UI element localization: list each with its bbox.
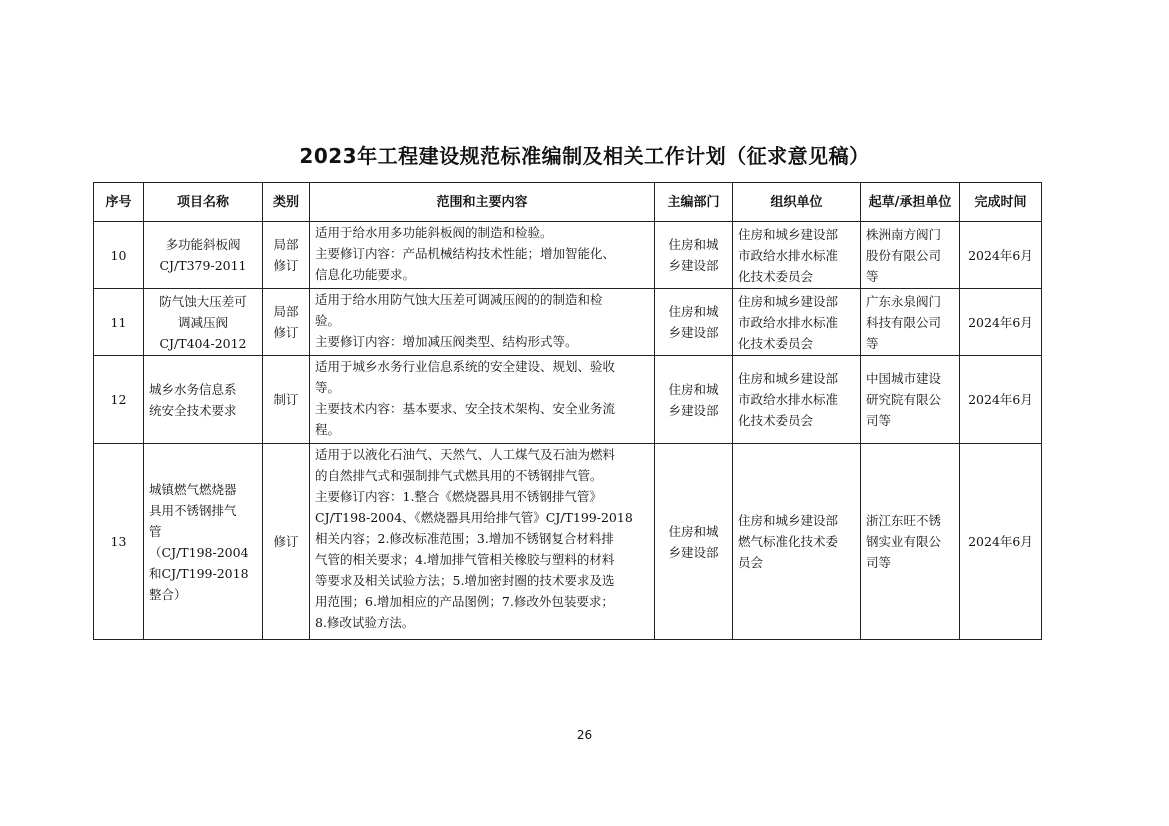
project-type-line: 制订 [273,392,299,407]
org-line: 住房和城乡建设部 [738,371,839,386]
project-type-line: 修订 [273,534,299,549]
column-header-time: 完成时间 [960,183,1042,222]
column-header-type: 类别 [263,183,310,222]
project-type-line: 修订 [273,258,299,273]
work-plan-table [93,182,1042,640]
project-name-line: 调减压阀 [177,314,228,330]
scope-line: 适用于给水用多功能斜板阀的制造和检验。 [315,225,553,240]
scope-line: 适用于给水用防气蚀大压差可调减压阀的的制造和检 [315,292,603,307]
column-header-name: 项目名称 [144,183,263,222]
scope-line: 主要修订内容：增加减压阀类型、结构形式等。 [315,334,578,349]
org-line: 市政给水排水标准 [738,247,839,263]
drafter-line: 科技有限公司 [866,314,942,330]
project-type [263,222,310,289]
project-type-line: 局部 [273,237,299,252]
drafting-unit [861,444,960,640]
project-type [263,356,310,444]
organizing-unit [733,222,861,289]
org-line: 住房和城乡建设部 [738,226,839,242]
dept-line: 住房和城 [668,381,719,397]
scope-line: 等。 [315,380,341,395]
drafting-unit [861,289,960,356]
drafter-line: 股份有限公司 [866,247,942,263]
drafter-line: 中国城市建设 [866,371,942,386]
project-name-line: 城镇燃气燃烧器 [149,481,237,497]
document-title: 2023年工程建设规范标准编制及相关工作计划（征求意见稿） [299,144,870,168]
column-header-drafter: 起草/承担单位 [861,183,960,222]
dept-line: 乡建设部 [668,402,719,418]
column-header-dept: 主编部门 [655,183,733,222]
editing-department [655,444,733,640]
organizing-unit [733,289,861,356]
drafter-line: 司等 [866,555,892,570]
project-name-line: CJ/T379-2011 [159,258,247,273]
scope-line: 适用于以液化石油气、天然气、人工煤气及石油为燃料 [315,447,616,462]
org-line: 化技术委员会 [738,335,814,351]
row-number: 12 [94,356,144,444]
completion-time: 2024年6月 [960,444,1042,640]
dept-line: 乡建设部 [668,544,719,560]
dept-line: 住房和城 [668,237,719,252]
organizing-unit [733,444,861,640]
org-line: 化技术委员会 [738,413,814,428]
scope-content [310,289,655,356]
dept-line: 住房和城 [668,523,719,539]
scope-line: 主要修订内容：产品机械结构技术性能；增加智能化、 [315,246,616,261]
drafting-unit [861,222,960,289]
scope-line: 8.修改试验方法。 [315,615,415,630]
scope-line: 相关内容；2.修改标准范围；3.增加不锈钢复合材料排 [315,531,614,546]
table-row [94,444,1042,640]
column-header-org: 组织单位 [733,183,861,222]
project-name-line: 城乡水务信息系 [149,381,237,397]
column-header-no: 序号 [94,183,144,222]
completion-time: 2024年6月 [960,222,1042,289]
project-name-line: 防气蚀大压差可 [159,293,247,309]
scope-line: 主要修订内容：1.整合《燃烧器具用不锈钢排气管》 [315,489,602,504]
scope-line: 等要求及相关试验方法；5.增加密封圈的技术要求及选 [315,573,615,588]
scope-line: 程。 [315,422,341,437]
scope-line: 气管的相关要求；4.增加排气管相关橡胶与塑料的材料 [315,552,615,567]
org-line: 市政给水排水标准 [738,314,839,330]
org-line: 化技术委员会 [738,268,814,284]
dept-line: 住房和城 [668,304,719,319]
table-row [94,356,1042,444]
drafter-line: 钢实业有限公 [866,534,942,549]
dept-line: 乡建设部 [668,325,719,340]
project-name-line: 管 [149,523,162,539]
table-row [94,222,1042,289]
page-number: 26 [576,728,593,742]
org-line: 住房和城乡建设部 [738,293,839,309]
scope-line: 适用于城乡水务行业信息系统的安全建设、规划、验收 [315,359,616,374]
row-number: 11 [94,289,144,356]
project-name [144,222,263,289]
column-header-scope: 范围和主要内容 [310,183,655,222]
project-name-line: 统安全技术要求 [149,402,237,418]
org-line: 市政给水排水标准 [738,392,839,407]
row-number: 13 [94,444,144,640]
organizing-unit [733,356,861,444]
editing-department [655,356,733,444]
project-name [144,444,263,640]
org-line: 住房和城乡建设部 [738,513,839,528]
drafting-unit [861,356,960,444]
drafter-line: 等 [866,335,879,351]
project-name-line: 具用不锈钢排气 [149,502,237,518]
dept-line: 乡建设部 [668,258,719,273]
scope-line: 的自然排气式和强制排气式燃具用的不锈钢排气管。 [315,468,603,483]
completion-time: 2024年6月 [960,356,1042,444]
scope-line: 主要技术内容：基本要求、安全技术架构、安全业务流 [315,401,616,416]
drafter-line: 司等 [866,413,892,428]
project-type [263,289,310,356]
drafter-line: 浙江东旺不锈 [866,513,942,528]
project-name-line: 多功能斜板阀 [165,237,241,252]
project-type [263,444,310,640]
project-name-line: CJ/T404-2012 [159,335,247,351]
editing-department [655,289,733,356]
scope-content [310,222,655,289]
scope-line: 用范围；6.增加相应的产品图例；7.修改外包装要求； [315,594,614,609]
project-name-line: 和CJ/T199-2018 [149,565,249,581]
org-line: 燃气标准化技术委 [738,534,839,549]
drafter-line: 株洲南方阀门 [866,226,942,242]
project-name [144,289,263,356]
project-name [144,356,263,444]
drafter-line: 广东永泉阀门 [866,293,942,309]
row-number: 10 [94,222,144,289]
drafter-line: 等 [866,268,879,284]
project-type-line: 局部 [273,304,299,319]
editing-department [655,222,733,289]
table-header-row [94,183,1042,222]
project-type-line: 修订 [273,325,299,340]
scope-line: CJ/T198-2004、《燃烧器具用给排气管》CJ/T199-2018 [315,510,633,525]
project-name-line: 整合） [149,586,187,602]
scope-content [310,444,655,640]
scope-line: 验。 [315,313,341,328]
project-name-line: （CJ/T198-2004 [149,544,249,560]
scope-line: 信息化功能要求。 [315,267,416,282]
drafter-line: 研究院有限公 [866,392,942,407]
table-row [94,289,1042,356]
completion-time: 2024年6月 [960,289,1042,356]
scope-content [310,356,655,444]
org-line: 员会 [738,555,764,570]
